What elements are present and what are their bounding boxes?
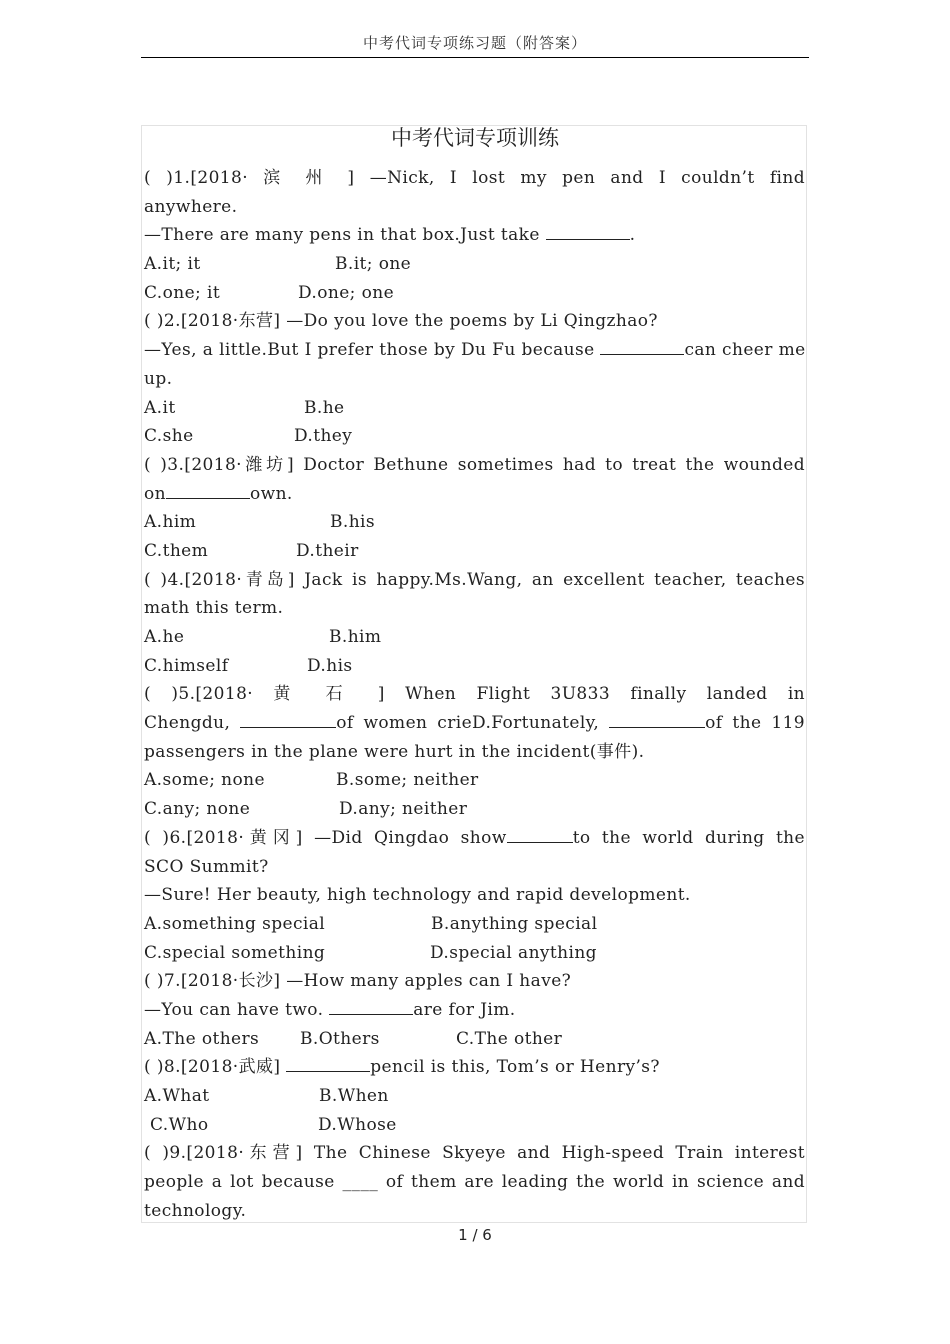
option-a: A.The others [144, 1028, 260, 1049]
q7-options [144, 1025, 805, 1054]
option-d: D.they [294, 426, 353, 447]
option-c: C.The other [456, 1028, 563, 1049]
q4-options-ab [144, 623, 805, 652]
q5-options-cd [144, 795, 805, 824]
option-a: A.something special [144, 913, 326, 934]
option-d: D.their [296, 540, 359, 561]
option-c: C.himself [144, 655, 229, 676]
option-b: B.anything special [431, 913, 598, 934]
q9-line2: people a lot because ____ of them are leading the world in science and [144, 1172, 805, 1193]
option-b: B.him [329, 627, 382, 647]
q5-line3: passengers in the plane were hurt in the incident(事件). [144, 741, 645, 762]
option-a: A.some; none [144, 770, 265, 791]
blank [286, 1054, 370, 1072]
option-c: C.Who [150, 1114, 209, 1135]
q3-cont: on own. [144, 480, 805, 509]
q5-options-ab [144, 766, 805, 795]
blank [329, 997, 413, 1015]
q6-cont: SCO Summit? [144, 856, 269, 877]
option-c: C.one; it [144, 282, 221, 303]
q8-line: ( )8.[2018·武威] pencil is this, Tom’s or Henry’s? [144, 1053, 805, 1082]
option-b: B.When [319, 1086, 389, 1106]
option-b: B.some; neither [336, 770, 479, 791]
q8-options-ab [144, 1082, 805, 1111]
q3-options-cd [144, 537, 805, 566]
q8-options-cd [144, 1111, 805, 1140]
q5-line: ( )5.[2018· 黄 石 ] When Flight 3U833 finally landed in [144, 684, 805, 705]
option-d: D.his [307, 655, 353, 676]
blank [240, 710, 336, 728]
option-d: D.Whose [318, 1114, 397, 1135]
option-a: A.it [144, 397, 176, 418]
q6-dialog: —Sure! Her beauty, high technology and rapid development. [144, 885, 691, 906]
option-b: B.his [330, 512, 376, 533]
blank [600, 337, 684, 355]
option-a: A.it; it [144, 254, 201, 275]
option-a: A.he [144, 627, 185, 647]
q3-line: ( )3.[2018·潍坊] Doctor Bethune sometimes had to treat the wounded [144, 454, 805, 475]
q2-options-cd [144, 422, 805, 451]
blank [507, 825, 573, 843]
document-title: 中考代词专项训练 [391, 126, 559, 150]
q9-line: ( )9.[2018·东营] The Chinese Skyeye and High-speed Train interest [144, 1143, 805, 1164]
q1-cont: anywhere. [144, 196, 238, 217]
option-c: C.them [144, 540, 209, 561]
q1-dialog: —There are many pens in that box.Just take . [144, 221, 805, 250]
option-c: C.any; none [144, 799, 251, 820]
blank [166, 481, 250, 499]
blank [609, 710, 705, 728]
q1-options-ab [144, 250, 805, 279]
option-c: C.she [144, 426, 194, 447]
q1-line [144, 164, 805, 193]
q6-options-ab [144, 910, 805, 939]
option-b: B.he [304, 397, 345, 418]
q3-options-ab [144, 508, 805, 537]
q1-options-cd [144, 279, 805, 308]
q1-text: ( )1.[2018· 滨 州 ] —Nick, I lost my pen and I couldn’t find [144, 168, 805, 188]
header-rule [141, 57, 809, 58]
option-d: D.special anything [430, 942, 597, 963]
q2-line: ( )2.[2018·东营] —Do you love the poems by Li Qingzhao? [144, 311, 658, 332]
q2-dialog-cont: up. [144, 368, 173, 389]
option-b: B.Others [300, 1028, 380, 1049]
q4-cont: math this term. [144, 598, 284, 619]
q5-line2: Chengdu, of women crieD.Fortunately, of the 119 [144, 709, 805, 738]
q9-line3: technology. [144, 1200, 247, 1221]
option-a: A.him [144, 512, 197, 533]
blank [546, 222, 630, 240]
page-number: 1 / 6 [458, 1226, 492, 1244]
q4-line: ( )4.[2018·青岛] Jack is happy.Ms.Wang, an excellent teacher, teaches [144, 569, 805, 590]
option-b: B.it; one [335, 254, 412, 275]
q2-dialog: —Yes, a little.But I prefer those by Du Fu because can cheer me [144, 336, 805, 365]
option-d: D.any; neither [339, 799, 468, 820]
running-header: 中考代词专项练习题（附答案） [362, 34, 587, 52]
q7-line: ( )7.[2018·长沙] —How many apples can I have? [144, 971, 572, 992]
option-d: D.one; one [298, 282, 395, 303]
option-c: C.special something [144, 942, 326, 963]
q6-options-cd [144, 939, 805, 968]
q7-dialog: —You can have two. are for Jim. [144, 996, 805, 1025]
option-a: A.What [144, 1086, 210, 1106]
q2-options-ab [144, 394, 805, 423]
q4-options-cd [144, 652, 805, 681]
question-body [144, 164, 805, 1225]
q6-line: ( )6.[2018·黄冈] —Did Qingdao show to the world during the [144, 824, 805, 853]
